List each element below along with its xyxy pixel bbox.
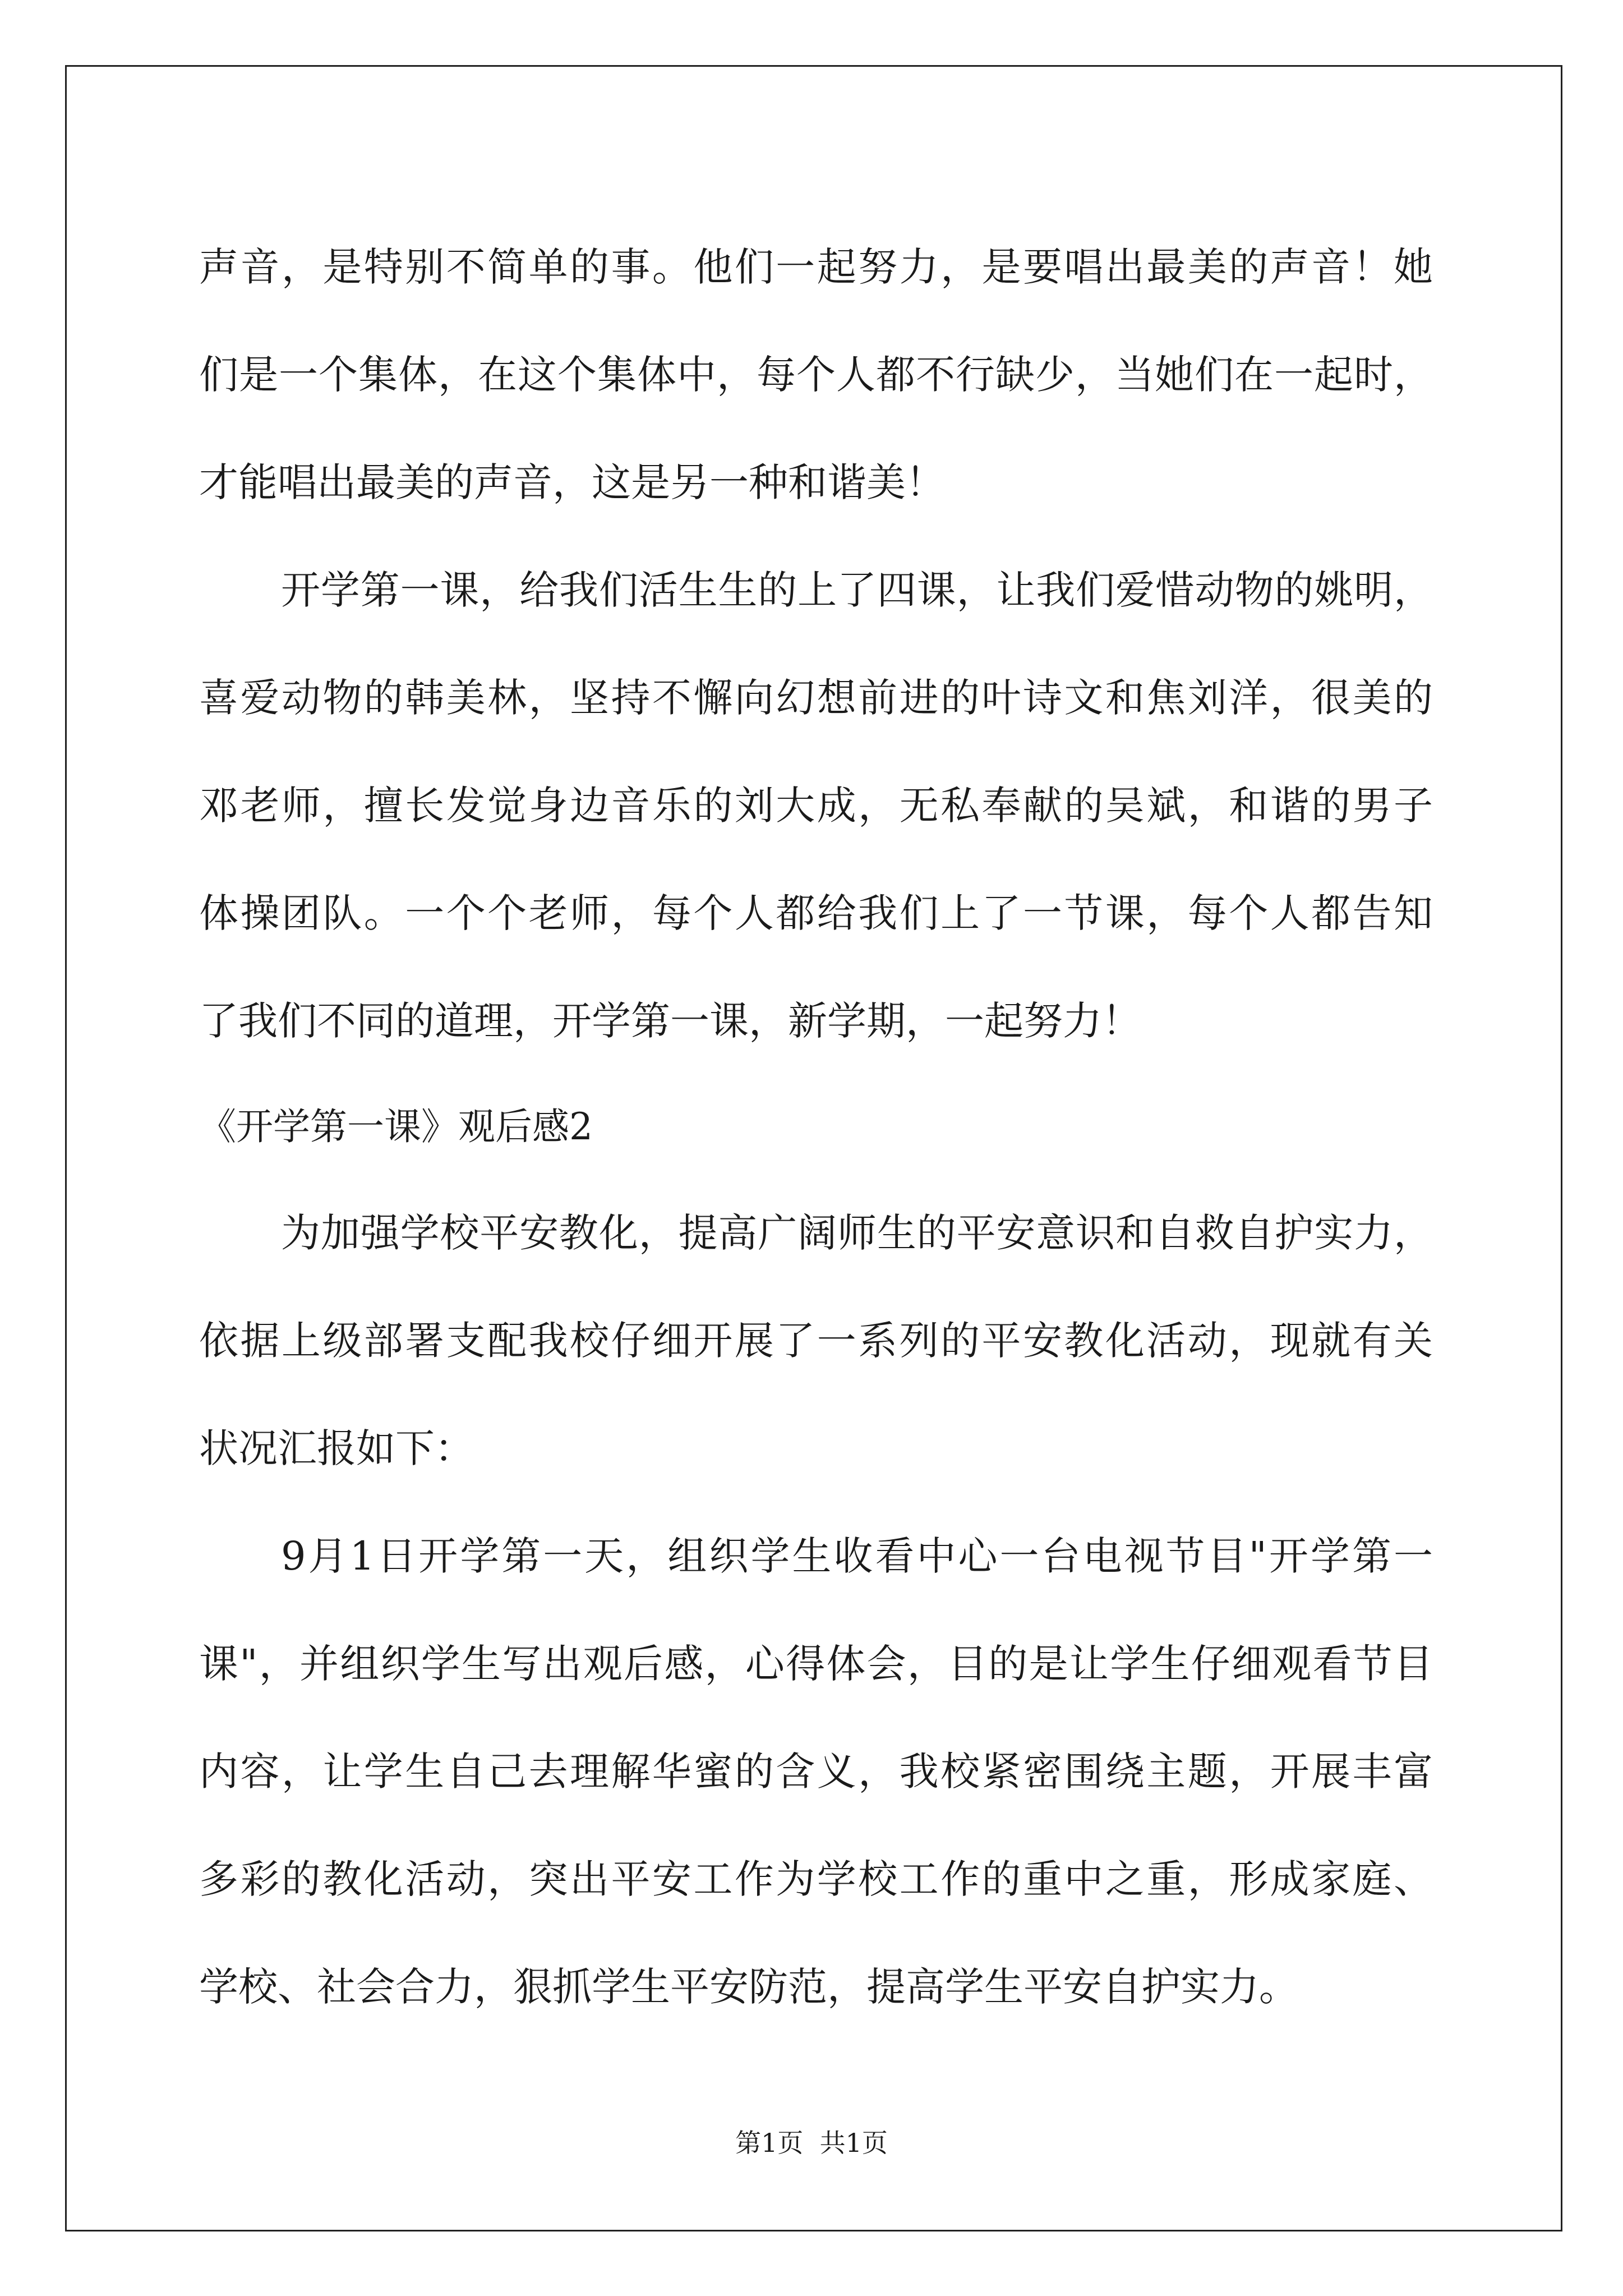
text-line: 内容，让学生自己去理解华蜜的含义，我校紧密围绕主题，开展丰富 — [199, 1749, 1433, 1795]
text-line: 声音，是特别不简单的事。他们一起努力，是要唱出最美的声音！她 — [199, 244, 1433, 290]
text-line: 喜爱动物的韩美林，坚持不懈向幻想前进的叶诗文和焦刘洋，很美的 — [199, 675, 1433, 721]
text-line: 邓老师，擅长发觉身边音乐的刘大成，无私奉献的吴斌，和谐的男子 — [199, 783, 1433, 829]
text-line: 体操团队。一个个老师，每个人都给我们上了一节课，每个人都告知 — [199, 890, 1433, 936]
text-line: 状况汇报如下： — [199, 1425, 474, 1471]
section-heading: 《开学第一课》观后感2 — [199, 1105, 593, 1148]
text-line: 依据上级部署支配我校仔细开展了一系列的平安教化活动，现就有关 — [199, 1318, 1433, 1364]
document-body — [199, 213, 1433, 2041]
text-line: 开学第一课，给我们活生生的上了四课，让我们爱惜动物的姚明， — [281, 567, 1433, 613]
text-line: 课"，并组织学生写出观后感，心得体会，目的是让学生仔细观看节目 — [199, 1641, 1433, 1687]
text-line: 多彩的教化活动，突出平安工作为学校工作的重中之重，形成家庭、 — [199, 1856, 1433, 1902]
text-line: 才能唱出最美的声音，这是另一种和谐美！ — [199, 459, 945, 505]
text-line: 为加强学校平安教化，提高广阔师生的平安意识和自救自护实力， — [281, 1210, 1433, 1256]
text-line: 9月1日开学第一天，组织学生收看中心一台电视节目"开学第一 — [281, 1533, 1433, 1579]
text-line: 了我们不同的道理，开学第一课，新学期，一起努力！ — [199, 998, 1141, 1044]
page-footer: 第1页 共1页 — [735, 2128, 888, 2158]
text-line: 学校、社会合力，狠抓学生平安防范，提高学生平安自护实力。 — [199, 1964, 1298, 2010]
text-line: 们是一个集体，在这个集体中，每个人都不行缺少，当她们在一起时， — [199, 352, 1433, 398]
